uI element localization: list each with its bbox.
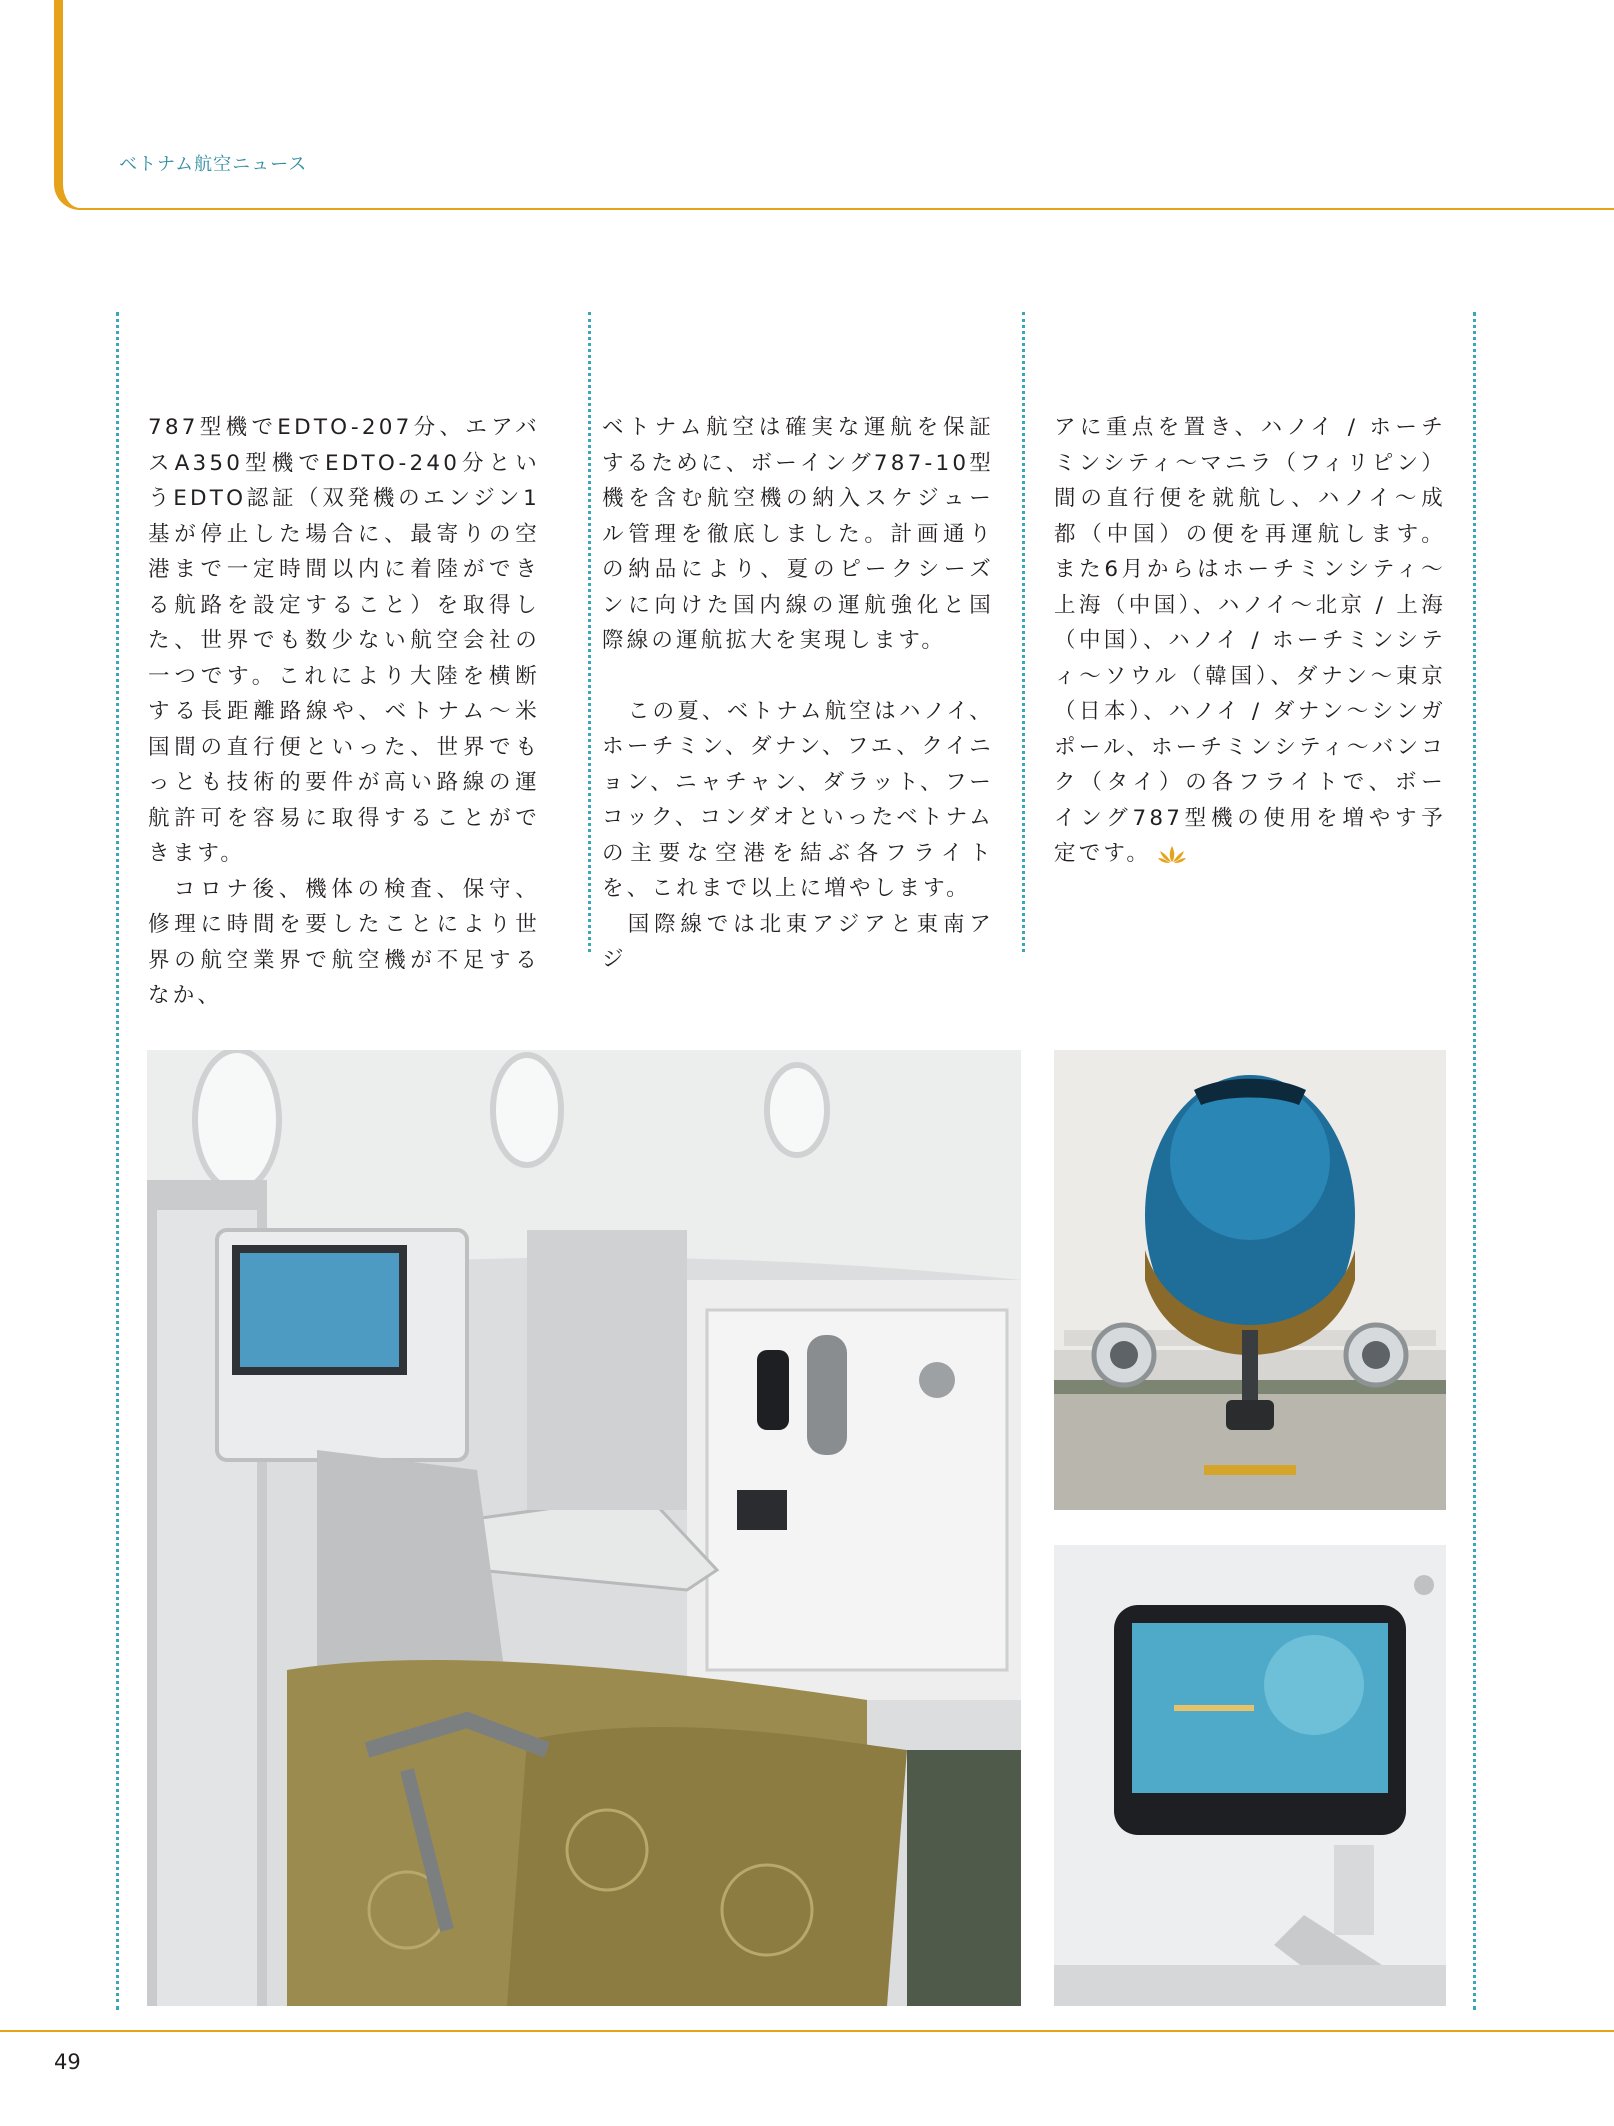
paragraph: コロナ後、機体の検査、保守、修理に時間を要したことにより世界の航空業界で航空機が不足するなか、 [148,876,540,1008]
business-class-cabin-photo [147,1050,1021,2006]
seat-screen-photo [1054,1545,1446,2006]
paragraph [1054,410,1446,876]
footer-line [0,2030,1614,2032]
paragraph-text: アに重点を置き、ハノイ / ホーチミンシティ〜マニラ（フィリピン）間の直行便を就航し、ハノイ〜成都（中国）の便を再運航します。また6月からはホーチミンシティ〜上海（中国）、ハノイ〜北京 / 上海（中国）、ハノイ / ホーチミンシティ〜ソウル（韓国）、ダナン〜東京（日本）、ハノイ / ダナン〜シンガポール、ホーチミンシティ〜バンコク（タイ）の各フライトで、ボーイング787型機の使用を増やす予定です。 [1054,415,1446,866]
text-column-2 [602,410,994,978]
lotus-icon [1157,840,1187,876]
header-bar [54,0,1614,210]
column-rule [116,312,119,2010]
page-number: 49 [54,2050,81,2074]
paragraph: 787型機でEDTO-207分、エアバスA350型機でEDTO-240分というEDTO認証（双発機のエンジン1基が停止した場合に、最寄りの空港まで一定時間以内に着陸ができる航路を設定すること）を取得した、世界でも数少ない航空会社の一つです。これにより大陸を横断する長距離路線や、ベトナム〜米国間の直行便といった、世界でもっとも技術的要件が高い路線の運航許可を容易に取得することができます。 [148,415,540,866]
paragraph: 国際線では北東アジアと東南アジ [602,911,994,972]
paragraph: ベトナム航空は確実な運航を保証するために、ボーイング787-10型機を含む航空機の納入スケジュール管理を徹底しました。計画通りの納品により、夏のピークシーズンに向けた国内線の運航強化と国際線の運航拡大を実現します。 [602,415,994,653]
boeing-787-front-photo [1054,1050,1446,1510]
column-rule [588,312,591,952]
text-column-1 [148,410,540,1014]
text-column-3 [1054,410,1446,876]
section-label: ベトナム航空ニュース [119,154,308,175]
paragraph: この夏、ベトナム航空はハノイ、ホーチミン、ダナン、フエ、クイニョン、ニャチャン、ダラット、フーコック、コンダオといったベトナムの主要な空港を結ぶ各フライトを、これまで以上に増やします。 [602,698,994,901]
column-rule [1022,312,1025,952]
column-rule [1473,312,1476,2010]
